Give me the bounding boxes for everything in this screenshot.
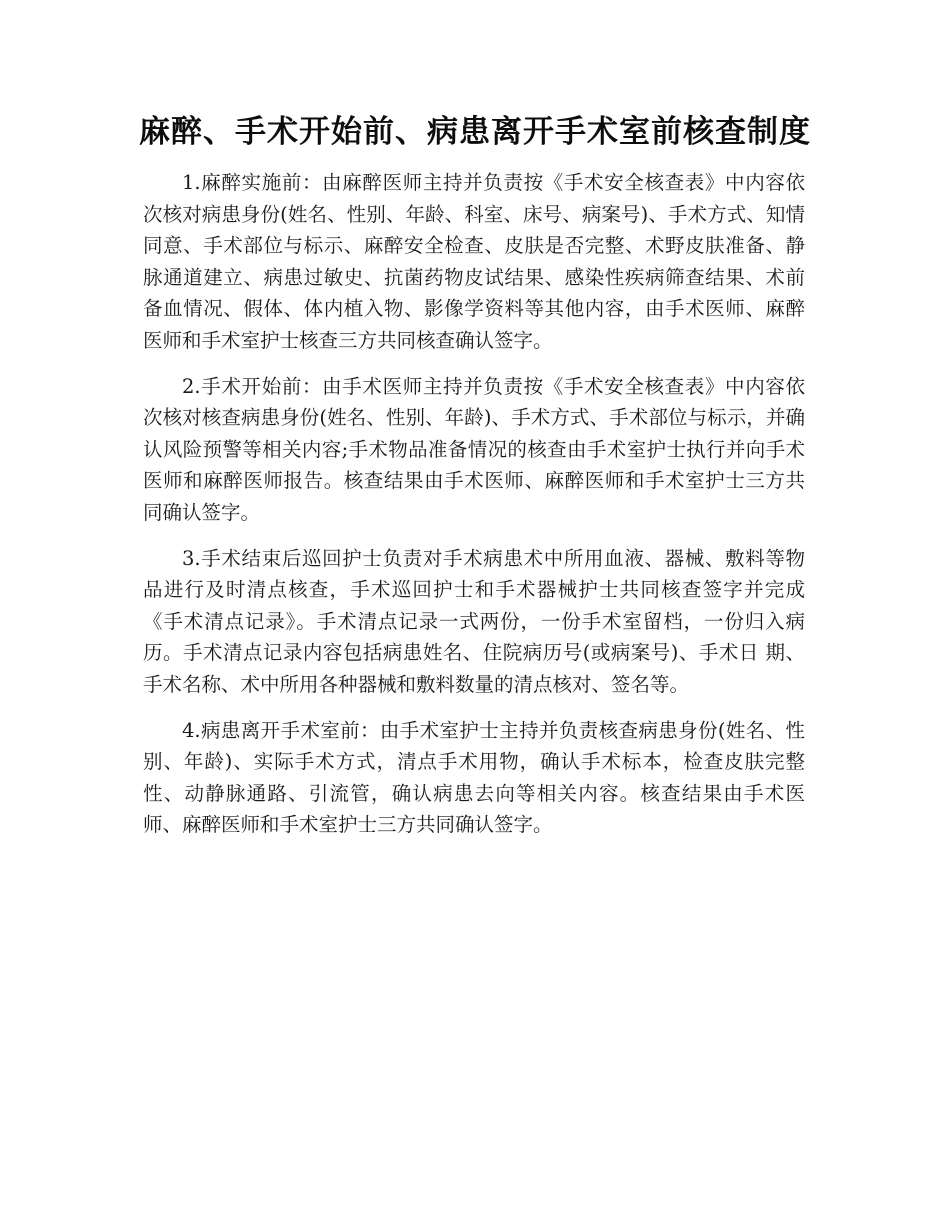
document-title: 麻醉、手术开始前、病患离开手术室前核查制度: [139, 114, 811, 150]
document-body: [143, 167, 805, 855]
paragraph-1: 1.麻醉实施前：由麻醉医师主持并负责按《手术安全核查表》中内容依次核对病患身份(姓名、性别、年龄、科室、床号、病案号)、手术方式、知情同意、手术部位与标示、麻醉安全检查、皮肤是否完整、术野皮肤准备、静脉通道建立、病患过敏史、抗菌药物皮试结果、感染性疾病筛查结果、术前备血情况、假体、体内植入物、影像学资料等其他内容，由手术医师、麻醉医师和手术室护士核查三方共同核查确认签字。: [143, 171, 805, 352]
paragraph-2: 2.手术开始前：由手术医师主持并负责按《手术安全核查表》中内容依次核对核查病患身份(姓名、性别、年龄)、手术方式、手术部位与标示，并确认风险预警等相关内容;手术物品准备情况的核查由手术室护士执行并向手术医师和麻醉医师报告。核查结果由手术医师、麻醉医师和手术室护士三方共同确认签字。: [143, 374, 805, 524]
paragraph-4: 4.病患离开手术室前：由手术室护士主持并负责核查病患身份(姓名、性别、年龄)、实际手术方式，清点手术用物，确认手术标本，检查皮肤完整性、动静脉通路、引流管，确认病患去向等相关内容。核查结果由手术医师、麻醉医师和手术室护士三方共同确认签字。: [143, 718, 805, 837]
paragraph-3: 3.手术结束后巡回护士负责对手术病患术中所用血液、器械、敷料等物品进行及时清点核查，手术巡回护士和手术器械护士共同核查签字并完成《手术清点记录》。手术清点记录一式两份，一份手术室留档，一份归入病历。手术清点记录内容包括病患姓名、住院病历号(或病案号)、手术日 期、手术名称、术中所用各种器械和敷料数量的清点核对、签名等。: [143, 546, 805, 696]
